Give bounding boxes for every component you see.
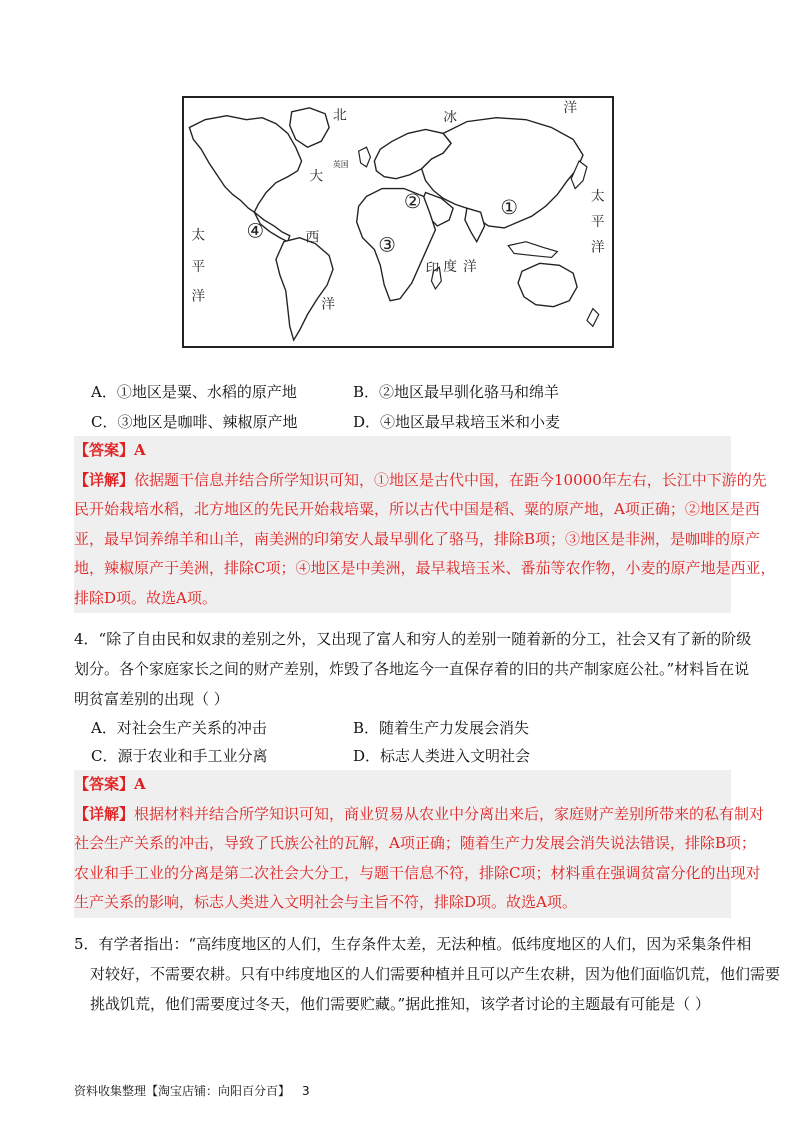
q3-option-b: B．②地区最早驯化骆马和绵羊: [353, 383, 560, 401]
map-label-ocean-top: 洋: [563, 99, 578, 116]
q4-detail-line-4: 生产关系的影响，标志人类进入文明社会与主旨不符，排除D项。故选A项。: [74, 893, 577, 911]
q4-detail-tag: 【详解】: [74, 804, 135, 823]
q4-answer-line: [74, 770, 731, 800]
map-marker-4: ④: [246, 219, 265, 243]
q5-stem-line-2: 对较好，不需要农耕。只有中纬度地区的人们需要种植并且可以产生农耕，因为他们面临饥荒，他们需要: [90, 965, 781, 983]
q4-options-row-2: [91, 745, 731, 769]
q3-options-row-2: [91, 411, 731, 435]
map-label-big: 大: [309, 168, 324, 185]
q3-option-a: A．①地区是粟、水稻的原产地: [91, 383, 297, 401]
q3-detail-line-4: 地，辣椒原产于美洲，排除C项；④地区是中美洲，最早栽培玉米、番茄等农作物，小麦的原产地是西亚，: [74, 559, 776, 577]
map-marker-3: ③: [378, 233, 396, 257]
map-label-pacific-right-1: 太: [590, 188, 605, 205]
q3-detail-line-1: [74, 466, 767, 496]
india-shape: [465, 208, 485, 241]
new-zealand-shape: [587, 309, 599, 327]
map-label-india: 印: [425, 261, 440, 278]
map-label-pacific-right-3: 洋: [590, 239, 605, 256]
q4-detail-line-2: 社会生产关系的冲击，导致了氏族公社的瓦解，A项正确；随着生产力发展会消失说法错误，排除B项；: [74, 834, 756, 852]
q3-answer-line: [74, 436, 731, 466]
page-number: 3: [302, 1084, 310, 1098]
africa-shape: [357, 189, 436, 301]
q5-stem-line-3: 挑战饥荒，他们需要度过冬天，他们需要贮藏。”据此推知，该学者讨论的主题最有可能是（ ）: [90, 995, 710, 1013]
page-footer: [74, 1082, 310, 1099]
q3-detail-line-3: 亚，最早饲养绵羊和山羊，南美洲的印第安人最早驯化了骆马，排除B项；③地区是非洲，是咖啡的原产: [74, 529, 761, 548]
map-label-ice: 冰: [443, 109, 458, 126]
q4-option-a: A．对社会生产关系的冲击: [91, 719, 267, 737]
map-label-west: 西: [305, 229, 320, 246]
world-map-drawing: [184, 98, 612, 346]
indonesia-shape: [508, 242, 557, 258]
q3-option-c: C．③地区是咖啡、辣椒原产地: [91, 413, 298, 431]
q3-answer-value: A: [134, 441, 146, 459]
q4-answer-value: A: [134, 775, 146, 793]
q4-detail-line-3: 农业和手工业的分离是第二次社会大分工，与题干信息不符，排除C项；材料重在强调贫富分化的出现对: [74, 863, 761, 882]
q5-stem-line-1: 5．有学者指出：“高纬度地区的人们，生存条件太差，无法种植。低纬度地区的人们，因为采集条件相: [74, 935, 752, 953]
q3-option-d: D．④地区最早栽培玉米和小麦: [353, 413, 561, 431]
q3-answer-tag: 【答案】: [74, 441, 135, 459]
q4-options-row-1: [91, 717, 731, 741]
q3-detail-tag: 【详解】: [74, 470, 135, 489]
q3-detail-text-1: 依据题干信息并结合所学知识可知，①地区是古代中国，在距今10000年左右，长江中下游的先: [134, 470, 767, 489]
q4-option-c: C．源于农业和手工业分离: [91, 747, 268, 765]
map-label-pacific-right-2: 平: [590, 213, 605, 230]
q4-option-d: D．标志人类进入文明社会: [353, 747, 531, 765]
q4-detail-text-1: 根据材料并结合所学知识可知，商业贸易从农业中分离出来后，家庭财产差别所带来的私有制对: [134, 804, 765, 823]
q4-detail-line-1: [74, 800, 765, 830]
map-label-north: 北: [333, 107, 347, 124]
greenland-shape: [290, 108, 329, 147]
q4-answer-tag: 【答案】: [74, 775, 135, 793]
world-map: [182, 96, 614, 348]
map-label-pacific-left-3: 洋: [191, 288, 206, 305]
footer-text: 资料收集整理【淘宝店铺：向阳百分百】: [74, 1084, 291, 1098]
q4-stem-line-3: 明贫富差别的出现（ ）: [74, 690, 229, 708]
map-marker-2: ②: [403, 190, 422, 214]
q5-stem: [74, 929, 781, 1019]
map-marker-1: ①: [500, 196, 518, 220]
map-label-du: 度: [443, 259, 458, 276]
map-label-britain: 英国: [333, 159, 349, 169]
australia-shape: [518, 263, 577, 306]
map-label-pacific-left-1: 太: [191, 227, 206, 244]
q3-answer-block: [74, 436, 776, 613]
q4-option-b: B．随着生产力发展会消失: [353, 719, 530, 737]
map-label-pacific-left-2: 平: [191, 259, 206, 276]
q3-detail-line-2: 民开始栽培水稻，北方地区的先民开始栽培粟，所以古代中国是稻、粟的原产地，A项正确；②地区是西: [74, 500, 760, 518]
q4-stem-line-1: 4．“除了自由民和奴隶的差别之外，又出现了富人和穷人的差别一随着新的分工，社会又有了新的阶级: [74, 630, 752, 648]
map-label-ocean-atlantic: 洋: [321, 296, 336, 313]
q3-options-row-1: [91, 381, 731, 405]
map-label-ocean-india: 洋: [462, 259, 477, 276]
q4-stem: [74, 624, 752, 714]
britain-shape: [359, 147, 371, 167]
north-america-shape: [189, 116, 301, 212]
q4-answer-block: [74, 770, 765, 918]
q3-detail-line-5: 排除D项。故选A项。: [74, 588, 217, 607]
q4-stem-line-2: 划分。各个家庭家长之间的财产差别，炸毁了各地迄今一直保存着的旧的共产制家庭公社。”材料旨在说: [74, 660, 750, 678]
south-america-shape: [276, 238, 336, 340]
